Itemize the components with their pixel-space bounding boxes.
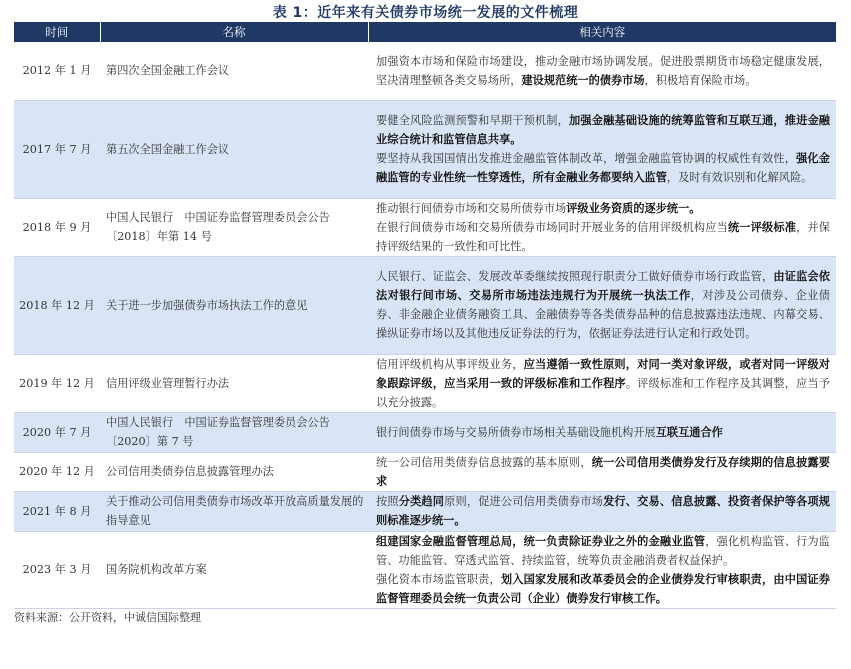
- cell-date: 2019 年 12 月: [14, 354, 100, 412]
- cell-content: [368, 354, 836, 412]
- policy-table: [14, 22, 836, 609]
- cell-document-name: 第四次全国金融工作会议: [100, 42, 368, 100]
- content-text: ，及时有效识别和化解风险。: [666, 171, 813, 184]
- content-text: ，对涉及公司债券、企业债券、非金融企业债务融资工具、金融债券等各类债券品种的信息披露违法违规、内幕交易、操纵证券市场以及其他违反证券法的行为，依据证券法进行认定和行政处罚。: [376, 289, 830, 340]
- table-header: [14, 22, 836, 42]
- header-content: 相关内容: [368, 22, 836, 42]
- content-text: 要坚持从我国国情出发推进金融监管体制改革，增强金融监管协调的权威性有效性，: [376, 152, 797, 165]
- content-emphasis: 应当遵循一致性原则，对同一类对象评级，或者对同一评级对象跟踪评级，应当采用一致的评级标准和工作程序: [376, 356, 830, 390]
- content-text: ，强化机构监管、行为监管、功能监管、穿透式监管、持续监管，统筹负责金融消费者权益保护。: [376, 534, 830, 567]
- cell-content: [368, 42, 836, 100]
- content-emphasis: 划入国家发展和改革委员会的企业债券发行审核职责，由中国证券监督管理委员会统一负责公司（企业）债券发行审核工作。: [376, 571, 830, 605]
- cell-date: 2020 年 7 月: [14, 412, 100, 452]
- cell-document-name: 关于推动公司信用类债券市场改革开放高质量发展的指导意见: [100, 491, 368, 531]
- content-paragraph: [376, 453, 830, 491]
- content-emphasis: 评级业务资质的逐步统一。: [566, 200, 701, 215]
- cell-document-name: 中国人民银行 中国证券监督管理委员会公告〔2020〕第 7 号: [100, 412, 368, 452]
- cell-document-name: 中国人民银行 中国证券监督管理委员会公告〔2018〕年第 14 号: [100, 198, 368, 256]
- cell-content: [368, 491, 836, 531]
- content-text: 银行间债券市场与交易所债券市场相关基础设施机构开展: [376, 425, 656, 439]
- content-emphasis: 发行、交易、信息披露、投资者保护等各项规则标准逐步统一。: [376, 494, 830, 527]
- cell-date: 2017 年 7 月: [14, 100, 100, 198]
- content-emphasis: 建设规范统一的债券市场: [521, 72, 645, 87]
- cell-content: [368, 256, 836, 354]
- content-emphasis: 统一评级标准: [727, 219, 797, 234]
- content-emphasis: 加强金融基础设施的统筹监管和互联互通，推进金融业综合统计和监管信息共享。: [376, 113, 830, 146]
- table-row: [14, 354, 836, 412]
- cell-date: 2012 年 1 月: [14, 42, 100, 100]
- content-text: 原则，促进公司信用类债券市场: [444, 495, 604, 508]
- content-paragraph: [376, 570, 830, 608]
- table-row: [14, 412, 836, 452]
- cell-content: [368, 412, 836, 452]
- table-row: [14, 42, 836, 100]
- content-paragraph: [376, 149, 830, 187]
- content-paragraph: [376, 199, 830, 218]
- content-text: 按照: [376, 495, 399, 508]
- cell-content: [368, 198, 836, 256]
- header-name: 名称: [100, 22, 368, 42]
- source-note: 资料来源：公开资料，中诚信国际整理: [14, 611, 201, 624]
- cell-date: 2023 年 3 月: [14, 531, 100, 608]
- cell-document-name: 信用评级业管理暂行办法: [100, 354, 368, 412]
- content-text: 统一公司信用类债券信息披露的基本原则，: [376, 455, 592, 469]
- table-row: [14, 491, 836, 531]
- content-text: ，积极培育保险市场。: [644, 73, 757, 87]
- table-row: [14, 531, 836, 608]
- content-text: 推动银行间债券市场和交易所债券市场: [376, 201, 567, 215]
- content-text: 人民银行、证监会、发展改革委继续按照现行职责分工做好债券市场行政监管，: [376, 270, 774, 283]
- content-emphasis: 分类趋同: [398, 494, 445, 508]
- content-text: 。评级标准和工作程序及其调整，应当予以充分披露。: [376, 376, 830, 409]
- cell-date: 2021 年 8 月: [14, 491, 100, 531]
- table-row: [14, 100, 836, 198]
- content-text: 要健全风险监测预警和早期干预机制，: [376, 114, 570, 127]
- content-emphasis: 互联互通合作: [655, 424, 723, 439]
- table-row: [14, 198, 836, 256]
- table-title: 表 1：近年来有关债券市场统一发展的文件梳理: [272, 5, 579, 21]
- header-time: 时间: [14, 22, 100, 42]
- table-body: [14, 42, 836, 608]
- content-paragraph: [376, 492, 830, 530]
- content-emphasis: 强化金融监管的专业性统一性穿透性，所有金融业务都要纳入监管: [376, 151, 830, 184]
- cell-document-name: 国务院机构改革方案: [100, 531, 368, 608]
- content-paragraph: [376, 52, 830, 90]
- content-text: 在银行间债券市场和交易所债券市场同时开展业务的信用评级机构应当: [376, 220, 728, 234]
- table-row: [14, 256, 836, 354]
- cell-document-name: 关于进一步加强债券市场执法工作的意见: [100, 256, 368, 354]
- content-emphasis: 组建国家金融监督管理总局，统一负责除证券业之外的金融业监管: [376, 533, 706, 548]
- content-paragraph: [376, 532, 830, 570]
- cell-date: 2018 年 9 月: [14, 198, 100, 256]
- content-text: ，并保持评级结果的一致性和可比性。: [376, 220, 830, 253]
- cell-document-name: 第五次全国金融工作会议: [100, 100, 368, 198]
- content-paragraph: [376, 111, 830, 149]
- content-paragraph: [376, 218, 830, 256]
- cell-document-name: 公司信用类债券信息披露管理办法: [100, 452, 368, 491]
- cell-content: [368, 531, 836, 608]
- content-paragraph: [376, 267, 830, 343]
- content-emphasis: 统一公司信用类债券发行及存续期的信息披露要求: [376, 454, 830, 488]
- table-row: [14, 452, 836, 491]
- content-paragraph: [376, 423, 830, 442]
- cell-content: [368, 100, 836, 198]
- content-text: 强化资本市场监管职责，: [376, 572, 501, 586]
- cell-date: 2018 年 12 月: [14, 256, 100, 354]
- content-text: 加强资本市场和保险市场建设，推动金融市场协调发展。促进股票期货市场稳定健康发展，坚决清理整顿各类交易场所，: [376, 54, 830, 87]
- content-text: 信用评级机构从事评级业务，: [376, 357, 524, 371]
- cell-date: 2020 年 12 月: [14, 452, 100, 491]
- content-paragraph: [376, 355, 830, 412]
- content-emphasis: 由证监会依法对银行间市场、交易所市场违法违规行为开展统一执法工作: [376, 269, 830, 302]
- cell-content: [368, 452, 836, 491]
